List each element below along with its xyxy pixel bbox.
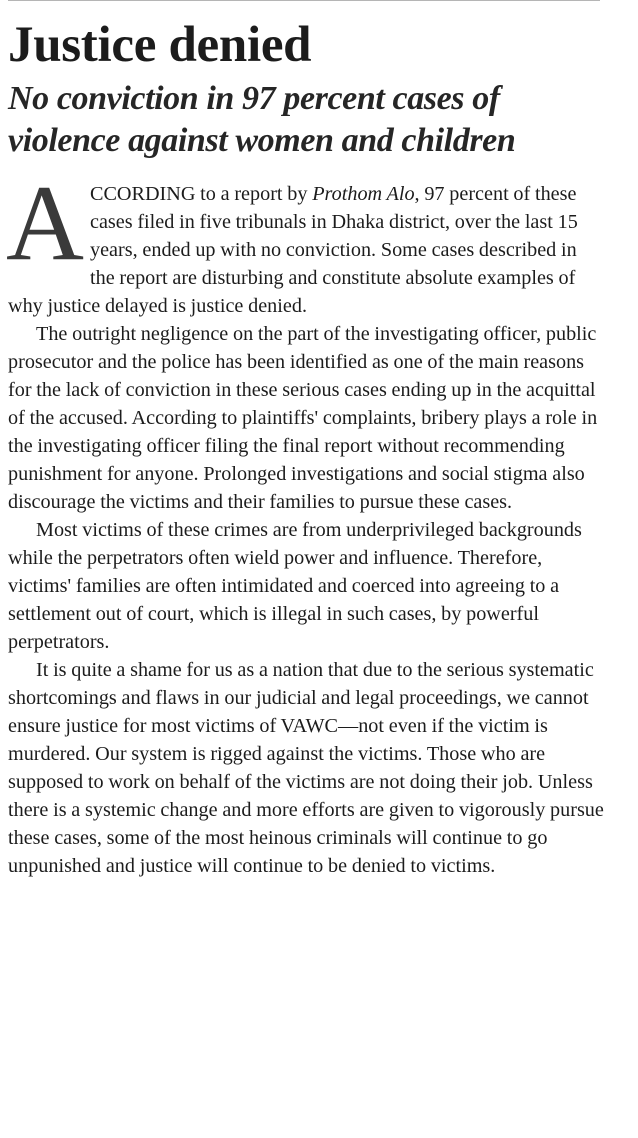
paragraph-4: It is quite a shame for us as a nation that due to the serious systematic shortcomings and flaws in our judicial and legal proceedings, we cannot ensure justice for most victims of VAWC—not even if the victim is murdered. Our system is rigged against the victims. Those who are supposed to work on behalf of the victims are not doing their job. Unless there is a systemic change and more efforts are given to vigorously pursue these cases, some of the most heinous criminals will continue to go unpunished and justice will continue to be denied to victims. xyxy=(8,659,604,877)
drop-cap: A xyxy=(6,164,84,283)
paragraph-3: Most victims of these crimes are from underprivileged backgrounds while the perpetrators often wield power and influence. Therefore, victims' families are often intimidated and coerced into agreeing to a settlement out of court, which is illegal in such cases, by powerful perpetrators. xyxy=(8,519,582,653)
paragraph-1 xyxy=(6,164,604,320)
headline: Justice denied xyxy=(8,17,312,73)
subheadline xyxy=(8,78,604,162)
paragraph-1-lead: CCORDING to a report by xyxy=(90,183,313,205)
subheadline-line-2: violence against women and children xyxy=(8,122,516,159)
article-body xyxy=(6,164,604,880)
paragraph-1-rest: , 97 percent of these cases filed in five tribunals in Dhaka district, over the last 15 years, ended up with no conviction. Some cases described in the report are disturbing and constitute absolute examples of why justice delayed is justice denied. xyxy=(8,183,578,317)
subheadline-line-1: No conviction in 97 percent cases of xyxy=(8,80,500,117)
top-divider xyxy=(8,0,600,1)
paragraph-2: The outright negligence on the part of the investigating officer, public prosecutor and the police has been identified as one of the main reasons for the lack of conviction in these serious cases ending up in the acquittal of the accused. According to plaintiffs' complaints, bribery plays a role in the investigating officer filing the final report without recommending punishment for anyone. Prolonged investigations and social stigma also discourage the victims and their families to pursue these cases. xyxy=(8,323,598,513)
publication-name: Prothom Alo xyxy=(312,183,415,205)
editorial-article xyxy=(8,14,604,880)
